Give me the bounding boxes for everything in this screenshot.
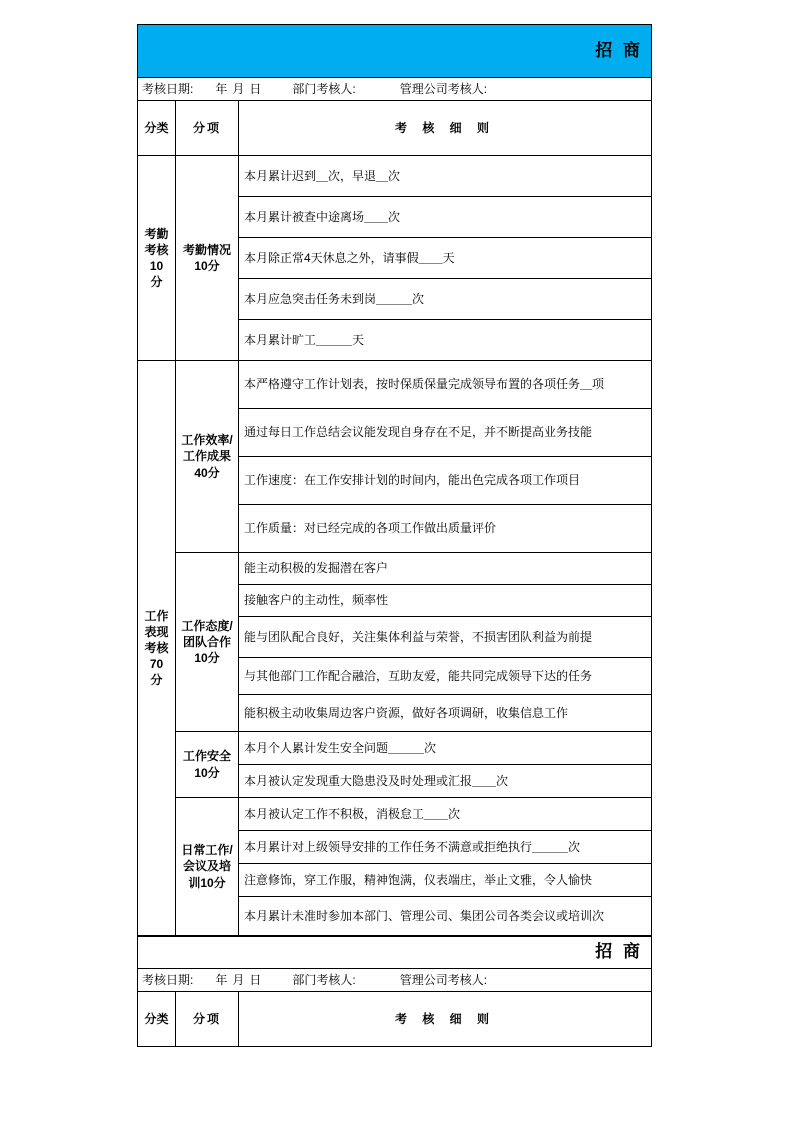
header-subitem: 分项 — [176, 101, 239, 156]
rule-cell: 接触客户的主动性，频率性 — [239, 585, 652, 617]
mgmt-reviewer-label: 管理公司考核人: — [399, 972, 488, 987]
table-row — [138, 798, 652, 831]
banner-row-repeat — [138, 937, 652, 969]
header-rule: 考 核 细 则 — [239, 101, 652, 156]
table-row — [138, 553, 652, 585]
table-row — [138, 156, 652, 197]
rule-cell: 本月累计迟到＿次，早退＿次 — [239, 156, 652, 197]
worksheet-page — [137, 24, 651, 1047]
appraisal-table-main — [137, 24, 652, 936]
subitem-cell: 工作效率/ 工作成果 40分 — [176, 361, 239, 553]
rule-cell: 通过每日工作总结会议能发现自身存在不足，并不断提高业务技能 — [239, 409, 652, 457]
rule-cell: 本月累计对上级领导安排的工作任务不满意或拒绝执行＿＿＿次 — [239, 831, 652, 864]
appraisal-table-repeat-body — [138, 937, 652, 1047]
appraisal-table-body — [138, 25, 652, 936]
month-label: 月 — [232, 972, 250, 987]
banner-cell — [138, 25, 652, 78]
category-cell: 考勤考核10分 — [138, 156, 176, 361]
column-header-row — [138, 101, 652, 156]
month-label: 月 — [232, 81, 250, 96]
rule-cell: 本月累计未准时参加本部门、管理公司、集团公司各类会议或培训次 — [239, 897, 652, 936]
banner-title-repeat: 招 商 — [595, 941, 644, 961]
rule-cell: 注意修饰，穿工作服，精神饱满，仪表端庄，举止文雅，令人愉快 — [239, 864, 652, 897]
rule-cell: 本月累计被查中途离场＿＿次 — [239, 197, 652, 238]
meta-cell-repeat — [138, 969, 652, 992]
meta-row — [138, 78, 652, 101]
rule-cell: 本月个人累计发生安全问题＿＿＿次 — [239, 732, 652, 765]
rule-cell: 能与团队配合良好，关注集体利益与荣誉，不损害团队利益为前提 — [239, 617, 652, 658]
rule-cell: 本月被认定发现重大隐患没及时处理或汇报＿＿次 — [239, 765, 652, 798]
dept-reviewer-label: 部门考核人: — [292, 972, 356, 987]
meta-cell — [138, 78, 652, 101]
rule-cell: 本月应急突击任务未到岗＿＿＿次 — [239, 279, 652, 320]
banner-title: 招 商 — [595, 40, 644, 60]
rule-cell: 本月累计旷工＿＿＿天 — [239, 320, 652, 361]
date-label: 考核日期: — [142, 81, 194, 96]
rule-cell: 与其他部门工作配合融洽，互助友爱，能共同完成领导下达的任务 — [239, 658, 652, 695]
header-subitem: 分项 — [176, 992, 239, 1047]
rule-cell: 能积极主动收集周边客户资源，做好各项调研，收集信息工作 — [239, 695, 652, 732]
dept-reviewer-label: 部门考核人: — [292, 81, 356, 96]
banner-row — [138, 25, 652, 78]
table-row — [138, 732, 652, 765]
rule-cell: 能主动积极的发掘潜在客户 — [239, 553, 652, 585]
subitem-cell: 工作安全 10分 — [176, 732, 239, 798]
column-header-row-repeat — [138, 992, 652, 1047]
header-category: 分类 — [138, 101, 176, 156]
rule-cell: 工作速度：在工作安排计划的时间内，能出色完成各项工作项目 — [239, 457, 652, 505]
date-label: 考核日期: — [142, 972, 194, 987]
rule-cell: 本月除正常4天休息之外，请事假＿＿天 — [239, 238, 652, 279]
rule-cell: 本严格遵守工作计划表，按时保质保量完成领导布置的各项任务＿项 — [239, 361, 652, 409]
header-rule: 考 核 细 则 — [239, 992, 652, 1047]
mgmt-reviewer-label: 管理公司考核人: — [399, 81, 488, 96]
year-label: 年 — [215, 972, 233, 987]
day-label: 日 — [249, 81, 267, 96]
category-cell: 工作表现考核70分 — [138, 361, 176, 936]
subitem-cell: 工作态度/ 团队合作 10分 — [176, 553, 239, 732]
subitem-cell: 日常工作/ 会议及培 训10分 — [176, 798, 239, 936]
meta-row-repeat — [138, 969, 652, 992]
appraisal-table-repeat — [137, 936, 652, 1047]
subitem-cell: 考勤情况 10分 — [176, 156, 239, 361]
header-category: 分类 — [138, 992, 176, 1047]
year-label: 年 — [215, 81, 233, 96]
day-label: 日 — [249, 972, 267, 987]
table-row — [138, 361, 652, 409]
rule-cell: 本月被认定工作不积极，消极怠工＿＿次 — [239, 798, 652, 831]
rule-cell: 工作质量：对已经完成的各项工作做出质量评价 — [239, 505, 652, 553]
banner-cell-repeat — [138, 937, 652, 969]
